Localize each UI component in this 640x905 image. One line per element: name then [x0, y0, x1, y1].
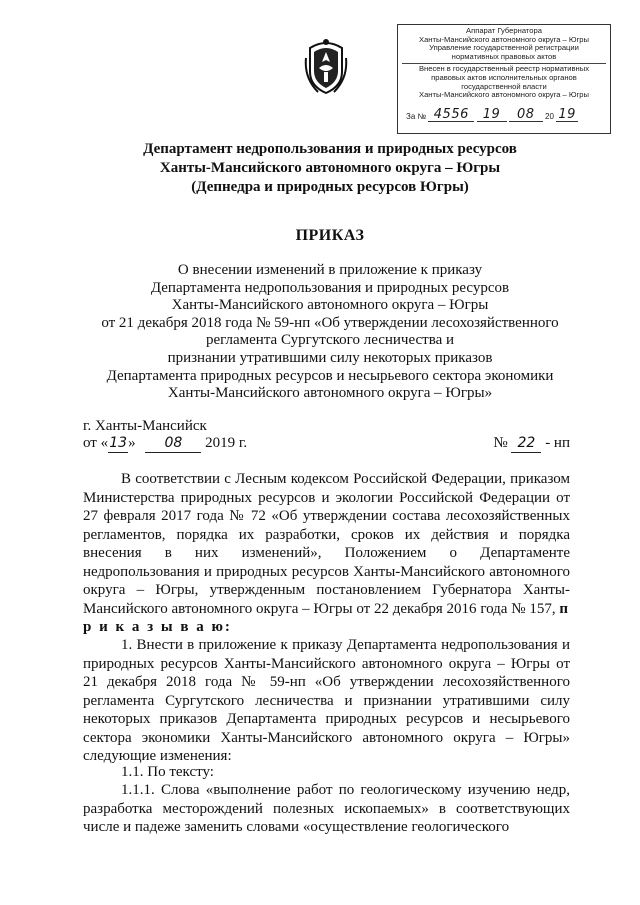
subject-line: Департамента природных ресурсов и несырьевого сектора экономики	[106, 367, 554, 384]
clause-1-1-1-paragraph: 1.1.1. Слова «выполнение работ по геологическому изучению недр, разработка месторождений полезных ископаемых» в соответствующих числе и падеже заменить словами «осуществление геологического	[83, 782, 570, 835]
subject-line: Ханты-Мансийского автономного округа – Югры	[171, 297, 489, 314]
clause-1-paragraph: 1. Внести в приложение к приказу Департамента недропользования и природных ресурсов Ханты-Мансийского автономного округа – Югры от 21 декабря 2018 года № 59-нп «Об утверждении лесохозяйственного регламента Сургутского лесничества и признании утратившими силу некоторых приказов Департамента природных ресурсов и несырьевого сектора экономики Ханты-Мансийского автономного округа – Югры» следующие изменения:	[83, 637, 570, 764]
stamp-registration-line	[406, 107, 604, 127]
place-of-issue: г. Ханты-Мансийск	[83, 418, 207, 434]
stamp-line: Внесен в государственный реестр нормативных	[418, 64, 590, 74]
document-type-title: ПРИКАЗ	[295, 227, 365, 244]
date-month: 08	[164, 435, 183, 451]
stamp-reg-label: За №	[406, 112, 427, 121]
registration-stamp	[397, 24, 611, 134]
subject-line: от 21 декабря 2018 года № 59-нп «Об утверждении лесохозяйственного	[101, 314, 559, 331]
stamp-line: Аппарат Губернатора	[466, 26, 542, 35]
date-and-number-line	[83, 435, 570, 455]
clause-1-1-text: 1.1. По тексту:	[121, 764, 214, 780]
stamp-reg-number: 4556	[433, 107, 469, 122]
order-number-value: 22	[517, 435, 536, 451]
stamp-line: Ханты-Мансийского автономного округа – Югры	[419, 90, 589, 100]
order-directive: п р и к а з ы в а ю:	[83, 600, 570, 635]
stamp-line: Управление государственной регистрации	[429, 43, 579, 53]
subject-line: Департамента недропользования и природных ресурсов	[150, 279, 510, 296]
date-year: 2019 г.	[205, 435, 248, 451]
department-name: Департамент недропользования и природных ресурсов	[143, 141, 517, 157]
order-number	[493, 435, 570, 453]
stamp-line: нормативных правовых актов	[451, 51, 557, 61]
date-close-quote: »	[128, 435, 136, 451]
order-subject	[60, 262, 600, 403]
stamp-reg-day: 19	[482, 107, 501, 122]
department-region: Ханты-Мансийского автономного округа – Югры	[159, 160, 501, 176]
stamp-line: государственной власти	[461, 81, 547, 91]
subject-line: регламента Сургутского лесничества и	[205, 332, 455, 349]
subject-line: О внесении изменений в приложение к приказу	[177, 262, 483, 278]
stamp-reg-year: 19	[558, 107, 576, 122]
department-short-name: (Депнедра и природных ресурсов Югры)	[191, 179, 469, 195]
subject-line: Ханты-Мансийского автономного округа – Югры»	[167, 385, 493, 402]
department-header	[80, 140, 580, 197]
subject-line: признании утратившими силу некоторых приказов	[167, 349, 493, 366]
stamp-reg-year-prefix: 20	[545, 112, 554, 121]
clause-1-1-paragraph	[83, 763, 570, 782]
order-number-prefix: №	[493, 435, 508, 451]
preamble-text: В соответствии с Лесным кодексом Российской Федерации, приказом Министерства природных ресурсов и экологии Российской Федерации от 27 февраля 2017 года № 72 «Об утверждении состава лесохозяйственных регламентов, порядка их разработки, сроков их действия и порядка внесения в них изменений», Положением о Департаменте недропользования и природных ресурсов Ханты-Мансийского автономного округа – Югры, утвержденным постановлением Губернатора Ханты-Мансийского автономного округа – Югры от 22 декабря 2016 года № 157,	[83, 471, 570, 617]
coat-of-arms-icon	[304, 38, 348, 96]
date-day: 13	[109, 435, 128, 451]
stamp-line: правовых актов исполнительных органов	[431, 72, 577, 82]
date-prefix: от «	[83, 435, 109, 451]
preamble-paragraph	[83, 470, 570, 637]
order-number-suffix: - нп	[545, 435, 570, 451]
stamp-reg-month: 08	[517, 107, 535, 122]
stamp-line: Ханты-Мансийского автономного округа – Югры	[419, 34, 589, 44]
